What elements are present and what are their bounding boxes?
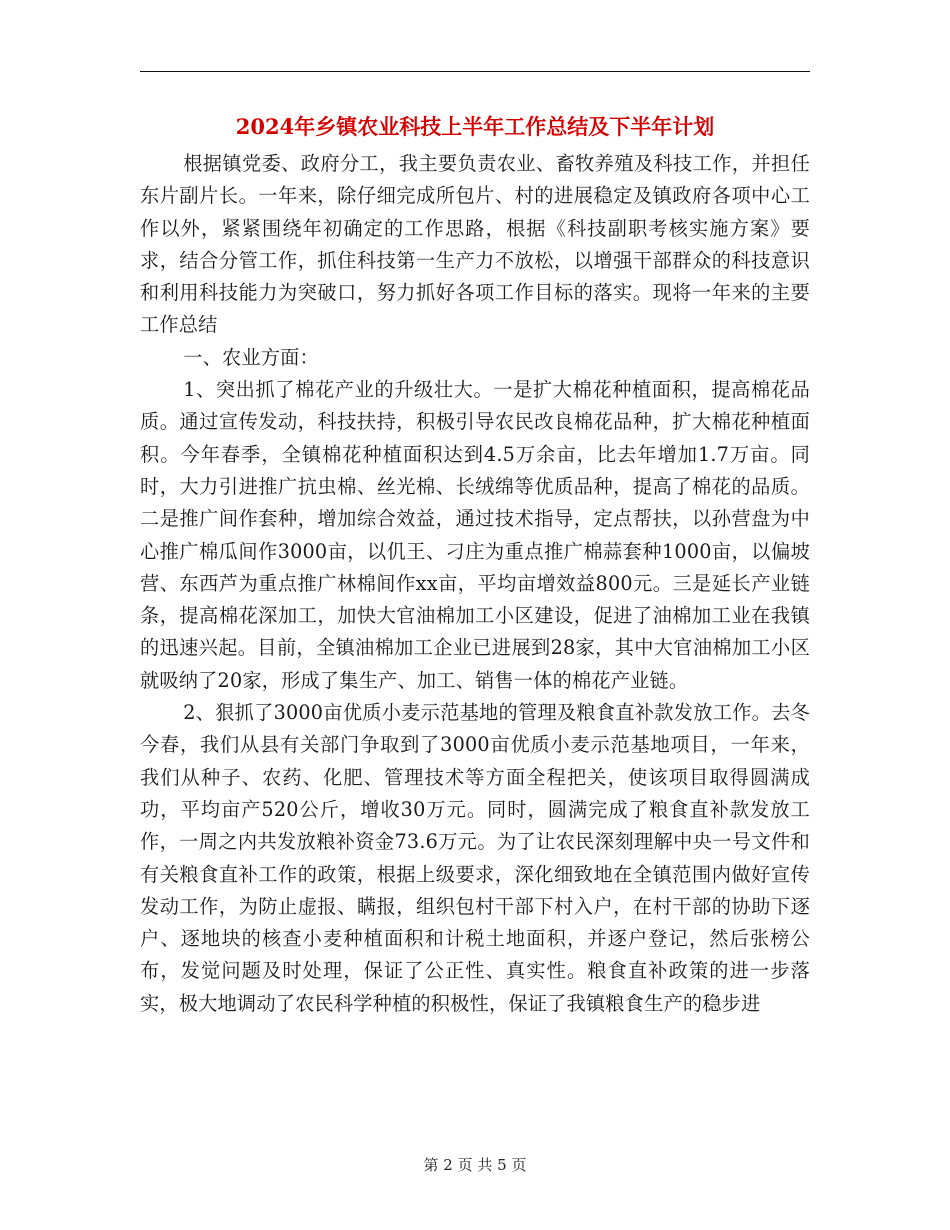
document-body [140, 148, 810, 1020]
paragraph-wheat: 2、狠抓了3000亩优质小麦示范基地的管理及粮食直补款发放工作。去冬今春，我们从县有关部门争取到了3000亩优质小麦示范基地项目，一年来，我们从种子、农药、化肥、管理技术等方面全程把关，使该项目取得圆满成功，平均亩产520公斤，增收30万元。同时，圆满完成了粮食直补款发放工作，一周之内共发放粮补资金73.6万元。为了让农民深刻理解中央一号文件和有关粮食直补工作的政策，根据上级要求，深化细致地在全镇范围内做好宣传发动工作，为防止虚报、瞒报，组织包村干部下村入户，在村干部的协助下逐户、逐地块的核查小麦种植面积和计税土地面积，并逐户登记，然后张榜公布，发觉问题及时处理，保证了公正性、真实性。粮食直补政策的进一步落实，极大地调动了农民科学种植的积极性，保证了我镇粮食生产的稳步进 [140, 701, 810, 1015]
header-rule [140, 71, 810, 72]
page-number-footer: 第 2 页 共 5 页 [423, 1156, 527, 1174]
section-heading-agriculture: 一、农业方面： [183, 345, 319, 369]
document-title: 2024年乡镇农业科技上半年工作总结及下半年计划 [235, 114, 715, 139]
paragraph-intro: 根据镇党委、政府分工，我主要负责农业、畜牧养殖及科技工作，并担任东片副片长。一年来，除仔细完成所包片、村的进展稳定及镇政府各项中心工作以外，紧紧围绕年初确定的工作思路，根据《科技副职考核实施方案》要求，结合分管工作，抓住科技第一生产力不放松，以增强干部群众的科技意识和利用科技能力为突破口，努力抓好各项工作目标的落实。现将一年来的主要工作总结 [140, 152, 810, 337]
paragraph-cotton: 1、突出抓了棉花产业的升级壮大。一是扩大棉花种植面积，提高棉花品质。通过宣传发动，科技扶持，积极引导农民改良棉花品种，扩大棉花种植面积。今年春季，全镇棉花种植面积达到4.5万余亩，比去年增加1.7万亩。同时，大力引进推广抗虫棉、丝光棉、长绒绵等优质品种，提高了棉花的品质。二是推广间作套种，增加综合效益，通过技术指导，定点帮扶，以孙营盘为中心推广棉瓜间作3000亩，以仉王、刁庄为重点推广棉蒜套种1000亩，以偏坡营、东西芦为重点推广林棉间作xx亩，平均亩增效益800元。三是延长产业链条，提高棉花深加工，加快大官油棉加工小区建设，促进了油棉加工业在我镇的迅速兴起。目前，全镇油棉加工企业已进展到28家，其中大官油棉加工小区就吸纳了20家，形成了集生产、加工、销售一体的棉花产业链。 [140, 378, 810, 692]
